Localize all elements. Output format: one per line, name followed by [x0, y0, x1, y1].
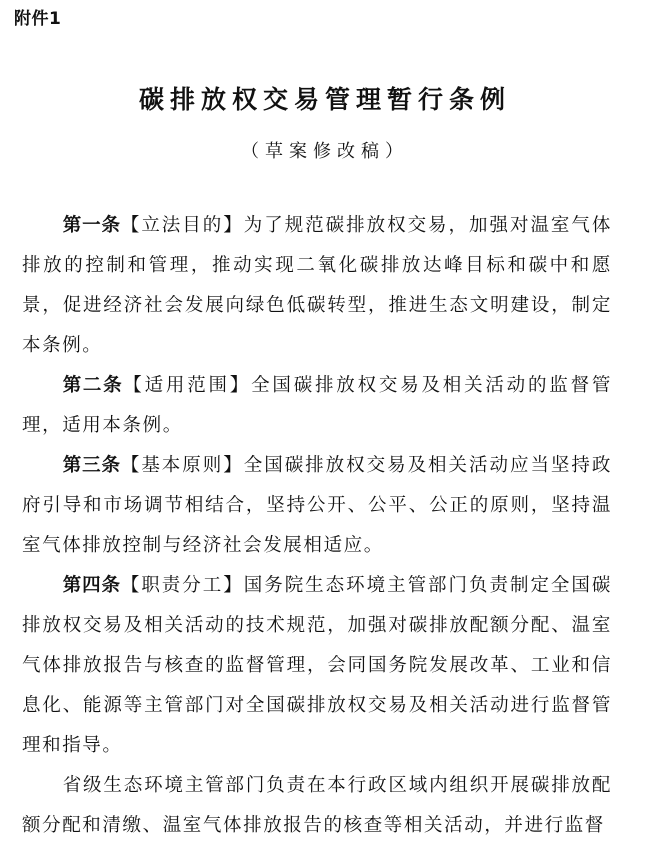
paragraph-article-1	[22, 206, 612, 366]
attachment-label: 附件1	[14, 9, 62, 29]
paragraph-article-2	[22, 366, 612, 446]
article-number: 第三条	[62, 455, 121, 476]
article-text: 【基本原则】全国碳排放权交易及相关活动应当坚持政府引导和市场调节相结合，坚持公开、公平、公正的原则，坚持温室气体排放控制与经济社会发展相适应。	[22, 455, 612, 556]
article-number: 第一条	[62, 215, 121, 236]
document-title: 碳排放权交易管理暂行条例	[138, 85, 511, 114]
document-subtitle: （草案修改稿）	[241, 141, 409, 162]
paragraph-article-3	[22, 446, 612, 566]
article-number: 第二条	[62, 375, 124, 396]
article-text: 【适用范围】全国碳排放权交易及相关活动的监督管理，适用本条例。	[22, 375, 612, 436]
article-text: 【立法目的】为了规范碳排放权交易，加强对温室气体排放的控制和管理，推动实现二氧化碳排放达峰目标和碳中和愿景，促进经济社会发展向绿色低碳转型，推进生态文明建设，制定本条例。	[22, 215, 612, 356]
paragraph-article-4	[22, 566, 612, 766]
article-text: 省级生态环境主管部门负责在本行政区域内组织开展碳排放配额分配和清缴、温室气体排放报告的核查等相关活动，并进行监督	[22, 775, 612, 836]
article-text: 【职责分工】国务院生态环境主管部门负责制定全国碳排放权交易及相关活动的技术规范，加强对碳排放配额分配、温室气体排放报告与核查的监督管理，会同国务院发展改革、工业和信息化、能源等主管部门对全国碳排放权交易及相关活动进行监督管理和指导。	[22, 575, 612, 756]
article-number: 第四条	[62, 575, 121, 596]
paragraph-article-4-part-2	[22, 766, 612, 846]
document-body	[22, 206, 612, 846]
